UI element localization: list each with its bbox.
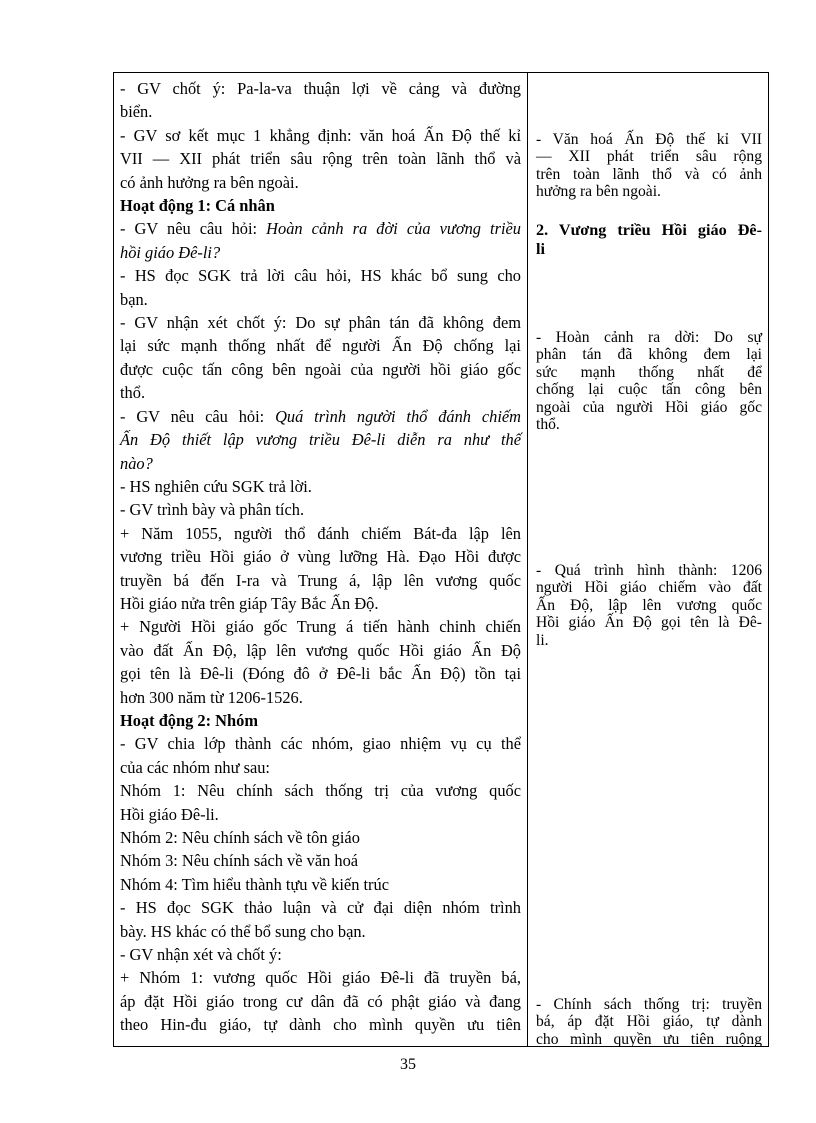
summary-line: Hồi giáo Ấn Độ gọi tên là Đê- [536, 614, 762, 632]
text-line [120, 732, 521, 755]
question-text: hồi giáo Đê-li? [120, 242, 221, 262]
text-line [120, 873, 521, 896]
text-line [120, 826, 521, 849]
line-text: - HS đọc SGK thảo luận và cử đại diện nhóm trình [120, 898, 521, 918]
summary-line: cho mình quyền ưu tiên ruộng [536, 1030, 762, 1046]
text-line [120, 569, 521, 592]
line-text: - GV chốt ý: Pa-la-va thuận lợi về cảng và đường [120, 79, 521, 98]
section-heading [536, 221, 762, 259]
activity-heading [120, 709, 521, 732]
text-line [120, 896, 521, 919]
summary-line: thổ. [536, 416, 560, 434]
summary-line: bá, áp đặt Hồi giáo, tự dành [536, 1013, 762, 1031]
summary-line: - Văn hoá Ấn Độ thế kỉ VII [536, 131, 762, 148]
line-text: vào đất Ấn Độ, lập lên vương quốc Hồi giáo Ấn Độ [120, 640, 521, 660]
summary-block [536, 329, 762, 433]
text-line [120, 592, 521, 615]
question-text: Hoàn cảnh ra đời của vương triều [266, 219, 522, 239]
summary-line: - Hoàn cảnh ra dời: Do sự [536, 329, 762, 346]
line-text: + Nhóm 1: vương quốc Hồi giáo Đê-li đã truyền bá, [120, 968, 521, 988]
text-line [120, 171, 521, 194]
line-text: - GV chia lớp thành các nhóm, giao nhiệm vụ cụ thể [120, 734, 521, 754]
line-text: bạn. [120, 289, 148, 309]
summary-block [536, 996, 762, 1046]
line-text: lại sức mạnh thống nhất để người Ấn Độ chống lại [120, 336, 521, 356]
line-text: biển. [120, 102, 153, 122]
line-text: Nhóm 3: Nêu chính sách về văn hoá [120, 851, 359, 871]
line-text: truyền bá đến I-ra và Trung á, lập lên vương quốc [120, 570, 521, 590]
summary-line: — XII phát triển sâu rộng [536, 148, 762, 166]
line-text: bày. HS khác có thể bổ sung cho bạn. [120, 921, 366, 941]
content-column [528, 73, 768, 1046]
summary-line: Ấn Độ, lập lên vương quốc [536, 596, 762, 614]
page-number: 35 [400, 1056, 416, 1073]
line-text: Nhóm 1: Nêu chính sách thống trị của vương quốc [120, 781, 521, 801]
line-text: áp đặt Hồi giáo trong cư dân đã có phật giáo và đang [120, 991, 521, 1011]
summary-block [536, 131, 762, 201]
line-text: vương triều Hồi giáo ở vùng lưỡng Hà. Đạo Hồi được [120, 547, 521, 567]
text-line [120, 1013, 521, 1036]
text-line [120, 522, 521, 545]
line-text: - GV sơ kết mục 1 khẳng định: văn hoá Ấn Độ thế kỉ [120, 125, 521, 145]
text-line [120, 943, 521, 966]
text-line [120, 686, 521, 709]
line-text: - GV nêu câu hỏi: [120, 406, 276, 426]
line-text: theo Hin-đu giáo, tự dành cho mình quyền ưu tiên [120, 1015, 521, 1035]
text-line [120, 381, 521, 404]
summary-line: hưởng ra bên ngoài. [536, 183, 661, 201]
line-text: - GV nêu câu hỏi: [120, 219, 267, 239]
line-text: Nhóm 4: Tìm hiểu thành tựu về kiến trúc [120, 874, 389, 894]
summary-block [536, 562, 762, 649]
line-text: VII — XII phát triển sâu rộng trên toàn lãnh thổ và [120, 149, 521, 169]
text-line [120, 920, 521, 943]
line-text: thổ. [120, 383, 146, 403]
text-line [120, 498, 521, 521]
text-line [120, 217, 521, 240]
line-text: - GV trình bày và phân tích. [120, 500, 305, 520]
summary-line: ngoài của người Hồi giáo gốc [536, 398, 762, 416]
lesson-table [113, 72, 769, 1047]
line-text: - HS nghiên cứu SGK trả lời. [120, 476, 312, 496]
summary-line: li [536, 240, 545, 258]
text-line [120, 966, 521, 989]
text-line [120, 100, 521, 123]
text-line [120, 452, 521, 475]
text-line [120, 264, 521, 287]
line-text: - GV nhận xét và chốt ý: [120, 945, 282, 965]
line-text: Hồi giáo Đê-li. [120, 804, 219, 824]
line-text: + Năm 1055, người thổ đánh chiếm Bát-đa lập lên [120, 523, 521, 543]
summary-line: chống lại cuộc tấn công bên [536, 381, 762, 399]
text-line [120, 311, 521, 334]
activities-column [114, 73, 528, 1046]
text-line [120, 124, 521, 147]
text-line [120, 334, 521, 357]
question-text: Quá trình người thổ đánh chiếm [275, 406, 521, 426]
line-text: có ảnh hưởng ra bên ngoài. [120, 172, 299, 192]
line-text: Hoạt động 2: Nhóm [120, 710, 258, 730]
text-line [120, 615, 521, 638]
summary-line: 2. Vương triều Hồi giáo Đê- [536, 221, 762, 239]
line-text: + Người Hồi giáo gốc Trung á tiến hành chinh chiến [120, 617, 521, 637]
text-line [120, 428, 521, 451]
line-text: - GV nhận xét chốt ý: Do sự phân tán đã không đem [120, 313, 521, 333]
text-line [120, 241, 521, 264]
line-text: hơn 300 năm từ 1206-1526. [120, 687, 303, 707]
line-text: Hồi giáo nửa trên giáp Tây Bắc Ấn Độ. [120, 593, 379, 613]
summary-line: li. [536, 631, 549, 649]
text-line [120, 990, 521, 1013]
text-line [120, 803, 521, 826]
text-line [120, 475, 521, 498]
text-line [120, 756, 521, 779]
text-line [120, 147, 521, 170]
text-line [120, 662, 521, 685]
text-line [120, 77, 521, 100]
text-line [120, 639, 521, 662]
question-text: nào? [120, 453, 153, 473]
line-text: Hoạt động 1: Cá nhân [120, 196, 275, 216]
summary-line: phân tán đã không đem lại [536, 346, 762, 364]
line-text: gọi tên là Đê-li (Đóng đô ở Đê-li bắc Ấn Độ) tồn tại [120, 664, 521, 684]
text-line [120, 849, 521, 872]
line-text: Nhóm 2: Nêu chính sách về tôn giáo [120, 828, 360, 847]
question-text: Ấn Độ thiết lập vương triều Đê-li diễn ra như thế [120, 430, 521, 450]
summary-line: người Hồi giáo chiếm vào đất [536, 579, 762, 597]
line-text: - HS đọc SGK trả lời câu hỏi, HS khác bổ sung cho [120, 266, 521, 286]
summary-line: sức mạnh thống nhất để [536, 363, 762, 381]
summary-line: - Chính sách thống trị: truyền [536, 996, 762, 1013]
line-text: của các nhóm như sau: [120, 757, 270, 777]
text-line [120, 779, 521, 802]
activity-heading [120, 194, 521, 217]
summary-line: - Quá trình hình thành: 1206 [536, 562, 762, 579]
text-line [120, 545, 521, 568]
text-line [120, 358, 521, 381]
text-line [120, 405, 521, 428]
summary-line: trên toàn lãnh thổ và có ảnh [536, 165, 762, 183]
text-line [120, 288, 521, 311]
line-text: được cuộc tấn công bên ngoài của người hồi giáo gốc [120, 359, 521, 379]
